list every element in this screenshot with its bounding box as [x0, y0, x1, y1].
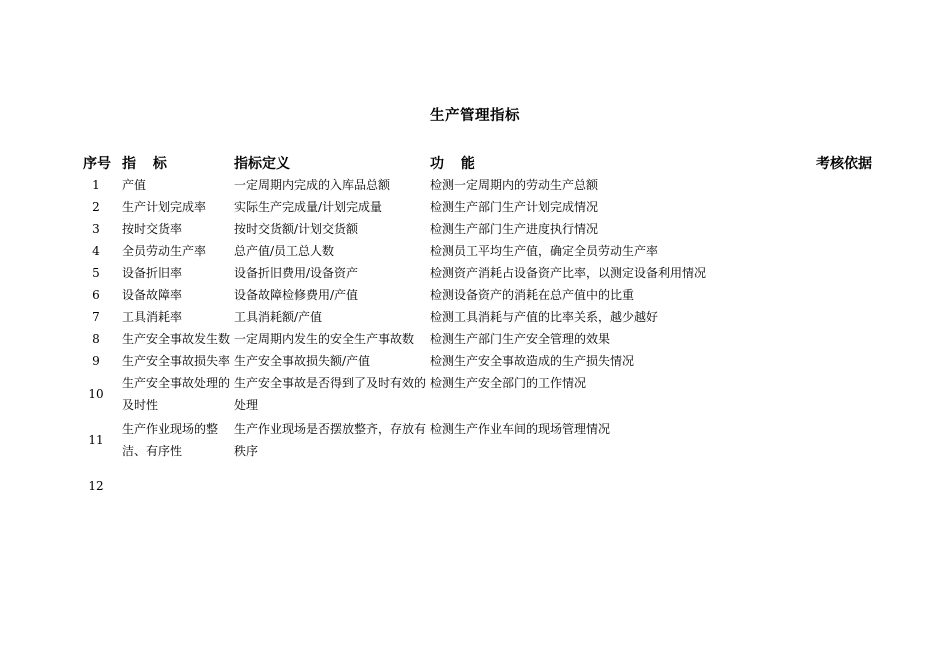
table-row — [72, 240, 872, 262]
cell-basis — [752, 174, 872, 196]
cell-definition: 工具消耗额/产值 — [234, 310, 323, 324]
table-row — [72, 306, 872, 328]
table-header-row — [72, 152, 872, 174]
table-row — [72, 196, 872, 218]
table-row — [72, 418, 872, 464]
cell-definition: 生产作业现场是否摆放整齐，存放有秩序 — [234, 422, 427, 458]
cell-definition — [234, 464, 430, 508]
header-basis: 考核依据 — [816, 156, 872, 172]
cell-definition: 按时交货额/计划交货额 — [234, 222, 359, 236]
cell-indicator: 产值 — [122, 178, 147, 192]
cell-seq: 1 — [92, 178, 100, 192]
table-row — [72, 284, 872, 306]
cell-seq: 6 — [92, 288, 100, 302]
cell-indicator: 全员劳动生产率 — [122, 244, 207, 258]
cell-indicator: 设备故障率 — [122, 288, 183, 302]
cell-indicator: 设备折旧率 — [122, 266, 183, 280]
cell-seq: 5 — [92, 266, 100, 280]
cell-function: 检测工具消耗与产值的比率关系，越少越好 — [430, 310, 659, 324]
header-definition: 指标定义 — [234, 156, 290, 172]
cell-indicator: 生产作业现场的整洁、有序性 — [122, 422, 219, 458]
cell-definition: 生产安全事故是否得到了及时有效的处理 — [234, 376, 427, 412]
cell-basis — [752, 284, 872, 306]
cell-function: 检测生产部门生产安全管理的效果 — [430, 332, 611, 346]
cell-seq: 12 — [88, 479, 104, 493]
cell-function: 检测生产安全事故造成的生产损失情况 — [430, 354, 635, 368]
cell-seq: 10 — [88, 387, 104, 401]
table-row — [72, 372, 872, 418]
cell-basis — [752, 328, 872, 350]
header-seq: 序号 — [83, 156, 111, 172]
cell-seq: 7 — [92, 310, 100, 324]
cell-function: 检测设备资产的消耗在总产值中的比重 — [430, 288, 635, 302]
cell-seq: 9 — [92, 354, 100, 368]
cell-function — [430, 464, 752, 508]
cell-seq: 8 — [92, 332, 100, 346]
cell-definition: 总产值/员工总人数 — [234, 244, 335, 258]
header-indicator: 指 标 — [122, 156, 173, 172]
cell-basis — [752, 372, 872, 418]
cell-indicator: 生产计划完成率 — [122, 200, 207, 214]
cell-function: 检测资产消耗占设备资产比率，以测定设备利用情况 — [430, 266, 707, 280]
header-function: 功 能 — [430, 156, 481, 172]
table-row — [72, 174, 872, 196]
table-row — [72, 218, 872, 240]
kpi-table — [72, 152, 872, 508]
cell-indicator: 工具消耗率 — [122, 310, 183, 324]
cell-basis — [752, 350, 872, 372]
cell-indicator: 按时交货率 — [122, 222, 183, 236]
table-row — [72, 464, 872, 508]
cell-indicator — [122, 464, 234, 508]
cell-definition: 生产安全事故损失额/产值 — [234, 354, 371, 368]
cell-definition: 设备故障检修费用/产值 — [234, 288, 359, 302]
cell-seq: 4 — [92, 244, 100, 258]
cell-basis — [752, 240, 872, 262]
cell-indicator: 生产安全事故处理的及时性 — [122, 376, 231, 412]
cell-definition: 设备折旧费用/设备资产 — [234, 266, 359, 280]
page-title: 生产管理指标 — [430, 108, 520, 124]
cell-basis — [752, 418, 872, 464]
cell-indicator: 生产安全事故损失率 — [122, 354, 231, 368]
cell-function: 检测生产安全部门的工作情况 — [430, 376, 587, 390]
cell-basis — [752, 196, 872, 218]
table-row — [72, 262, 872, 284]
cell-indicator: 生产安全事故发生数 — [122, 332, 231, 346]
cell-function: 检测一定周期内的劳动生产总额 — [430, 178, 599, 192]
cell-function: 检测生产作业车间的现场管理情况 — [430, 422, 611, 436]
cell-definition: 一定周期内完成的入库品总额 — [234, 178, 391, 192]
cell-basis — [752, 262, 872, 284]
cell-function: 检测生产部门生产计划完成情况 — [430, 200, 599, 214]
table-row — [72, 328, 872, 350]
cell-seq: 11 — [88, 433, 104, 447]
cell-definition: 实际生产完成量/计划完成量 — [234, 200, 383, 214]
cell-seq: 3 — [92, 222, 100, 236]
cell-function: 检测生产部门生产进度执行情况 — [430, 222, 599, 236]
cell-basis — [752, 306, 872, 328]
cell-definition: 一定周期内发生的安全生产事故数 — [234, 332, 415, 346]
table-row — [72, 350, 872, 372]
cell-function: 检测员工平均生产值，确定全员劳动生产率 — [430, 244, 659, 258]
cell-basis — [752, 464, 872, 508]
cell-basis — [752, 218, 872, 240]
cell-seq: 2 — [92, 200, 100, 214]
